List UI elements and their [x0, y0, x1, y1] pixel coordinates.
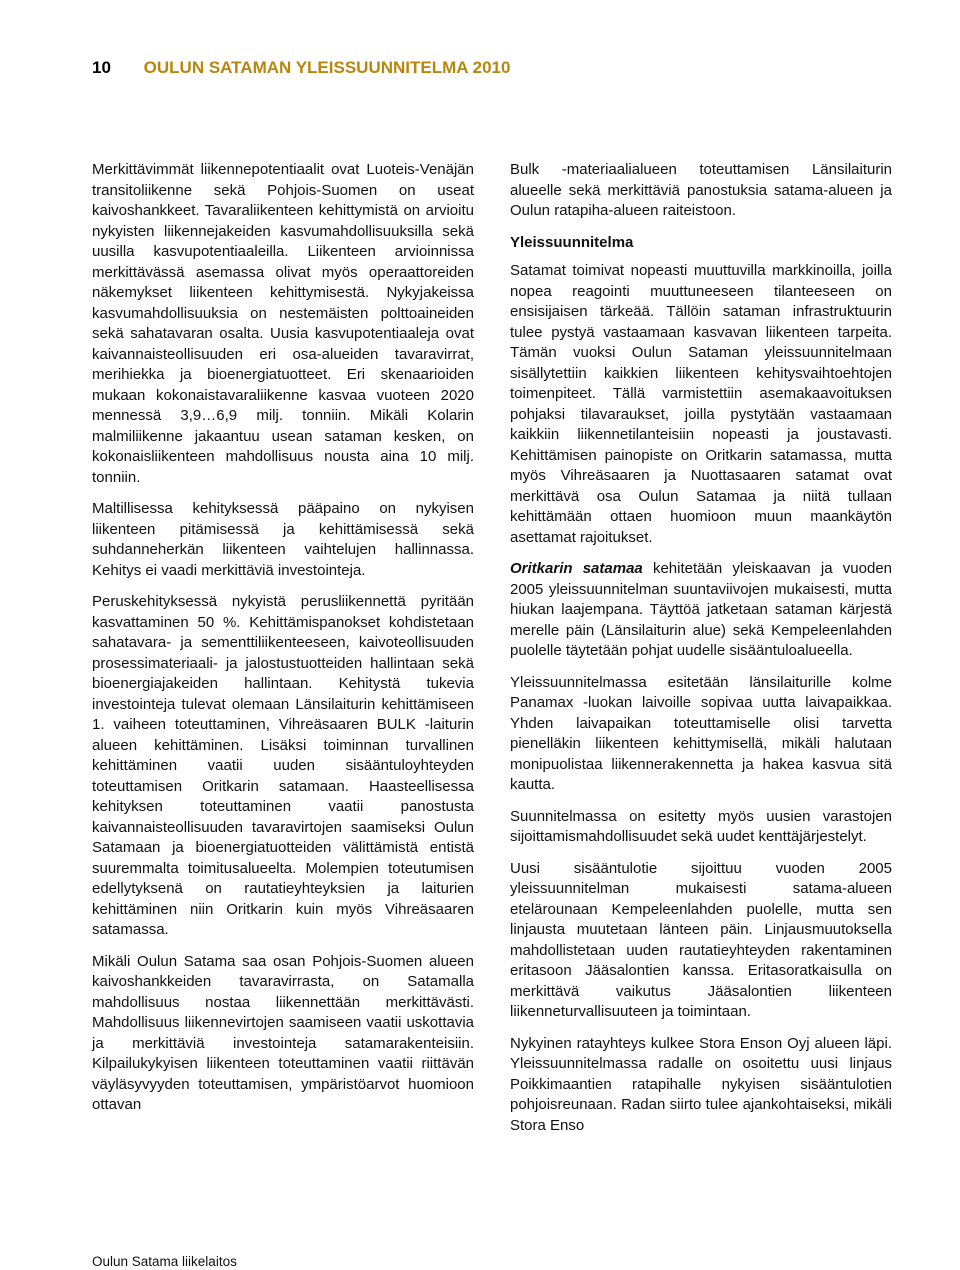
right-column	[510, 160, 892, 1147]
document-title: OULUN SATAMAN YLEISSUUNNITELMA 2010	[143, 58, 511, 77]
page-footer: Oulun Satama liikelaitos	[92, 1254, 237, 1269]
left-column	[92, 160, 474, 1127]
right-paragraph-3-text: kehitetään yleiskaavan ja vuoden 2005 yleissuunnitelman suuntaviivojen mukaisesti, mutta hiukan laajempana. Täyttöä jatketaan sataman kärjestä merelle päin (Länsilaiturin alue) sekä Kempeleenlahden puolelle täytetään pohjat uudelle sisääntuloalueella.	[510, 560, 893, 659]
left-paragraph-4: Mikäli Oulun Satama saa osan Pohjois-Suomen alueen kaivoshankkeiden tavaravirrasta, on Satamalla mahdollisuus nostaa liikennettään merkittävästi. Mahdollisuus liikennevirtojen saamiseen vaatii uskottavia ja merkittäviä investointeja satamarakenteisiin. Kilpailukykyisen liikenteen toteuttaminen vaatii riittävän väyläsyvyyden toteuttamisen, ympäristöarvot huomioon ottavan	[92, 952, 474, 1113]
left-paragraph-1: Merkittävimmät liikennepotentiaalit ovat Luoteis-Venäjän transitoliikenne sekä Pohjois-Suomen on useat kaivoshankkeet. Tavaraliikenteen kehittymistä on arvioitu nykyisten liikennejakeiden kasvumahdollisuuksilla sekä uusilla kasvupotentiaaleilla. Liikenteen arvioinnissa merkittävässä asemassa olivat myös operaattoreiden näkemykset liikenteen kehittymisestä. Nykyjakeissa kasvumahdollisuuksia on nestemäisten polttoaineiden sekä sahatavaran osalta. Uusia kasvupotentiaaleja ovat kaivannaisteollisuuden eri osa-alueiden tavaravirrat, merihiekka ja bioenergiatuotteet. Eri skenaarioiden mukaan kokonaistavaraliikenne kasvaa vuoteen 2020 mennessä 3,9…6,9 milj. tonniin. Mikäli Kolarin malmiliikenne jakaantuu usean sataman kesken, on kokonaisliikenteen mahdollisuus nousta aina 10 milj. tonniin.	[92, 161, 474, 486]
left-paragraph-3: Peruskehityksessä nykyistä perusliikennettä pyritään kasvattaminen 50 %. Kehittämispanokset kohdistetaan sahatavara- ja sementtiliikenteeseen, kaivoteollisuuden prosessimateriaali- ja jalostustuotteiden hallintaan sekä bioenergiajakeiden hallintaan. Kehitystä tukevia investointeja tulevat olemaan Länsilaiturin kehittämiseen 1. vaiheen toteuttaminen, Vihreäsaaren BULK -laiturin alueen kehittäminen. Lisäksi toiminnan turvallinen kehittäminen vaatii uuden sisääntuloyhteyden toteuttamisen Oritkarin satamaan. Haasteellisessa kehityksen toteuttaminen vaatii panostusta kaivannaisteollisuuden tavaravirtojen saamiseksi Oulun Satamaan ja bioenergiatuotteiden välittämistä entistä suuremmalta toimitusalueelta. Molempien toteutumisen edellytyksenä on rautatieyhteyksien ja laiturien kehittäminen niin Oritkarin kuin myös Vihreäsaaren satamassa.	[92, 593, 474, 938]
page-number: 10	[92, 58, 111, 77]
right-paragraph-1: Bulk -materiaalialueen toteuttamisen Länsilaiturin alueelle sekä merkittäviä panostuksia satama-alueen ja Oulun ratapiha-alueen raiteistoon.	[510, 161, 892, 219]
oritkari-lead: Oritkarin satamaa	[510, 560, 643, 577]
right-paragraph-3	[510, 559, 892, 662]
right-paragraph-4: Yleissuunnitelmassa esitetään länsilaiturille kolme Panamax -luokan laivoille sopivaa uutta laivapaikkaa. Yhden laivapaikan toteuttamiselle olisi tarvetta pienelläkin liikenteen kehittymisellä, mikäli halutaan monipuolistaa liikennerakennetta ja hakea kasvua sitä kautta.	[510, 673, 892, 793]
right-paragraph-7: Nykyinen ratayhteys kulkee Stora Enson Oyj alueen läpi. Yleissuunnitelmassa radalle on osoitettu uusi linjaus Poikkimaantien ratapihalle nykyisen sisääntulotien pohjoisreunaan. Radan siirto tulee ajankohtaiseksi, mikäli Stora Enso	[510, 1034, 892, 1134]
section-heading-yleissuunnitelma: Yleissuunnitelma	[510, 233, 634, 251]
left-paragraph-2: Maltillisessa kehityksessä pääpaino on nykyisen liikenteen pitämisessä ja kehittämisessä sekä suhdanneherkän liikenteen vaihtelujen hallinnassa. Kehitys ei vaadi merkittäviä investointeja.	[92, 500, 474, 579]
right-paragraph-2: Satamat toimivat nopeasti muuttuvilla markkinoilla, joilla nopea reagointi muuttuneeseen tilanteeseen on ensisijaisen tärkeää. Tällöin sataman infrastruktuurin tulee pystyä vastaamaan kasvavan liikenteen tarpeita. Tämän vuoksi Oulun Sataman yleissuunnitelmaan sisällytettiin kaikkien liikenteen kehitysvaihtoehtojen toimenpiteet. Tällä varmistettiin asemakaavoituksen pohjaksi tilavaraukset, joilla pystytään vastaamaan kaikkiin liikennetilanteisiin nopeasti ja joustavasti. Kehittämisen painopiste on Oritkarin satamassa, mutta myös Vihreäsaaren ja Nuottasaaren satamat ovat merkittävä osa Oulun Satamaa ja niitä tullaan kehittämään ottaen huomioon muun maankäytön asettamat rajoitukset.	[510, 262, 892, 546]
right-paragraph-6: Uusi sisääntulotie sijoittuu vuoden 2005 yleissuunnitelman mukaisesti satama-alueen etelärounaan Kempeleenlahden puolelle, mutta sen linjausta muutetaan länteen päin. Linjausmuutoksella mahdollistetaan uuden rautatieyhteyden rakentaminen eritasoon Jääsalontien kanssa. Eritasoratkaisulla on merkittävä vaikutus Jääsalontien liikenteen liikenneturvallisuuteen ja toimintaan.	[510, 859, 892, 1020]
page-header	[92, 58, 510, 78]
right-paragraph-5: Suunnitelmassa on esitetty myös uusien varastojen sijoittamismahdollisuudet sekä uudet kenttäjärjestelyt.	[510, 807, 892, 845]
